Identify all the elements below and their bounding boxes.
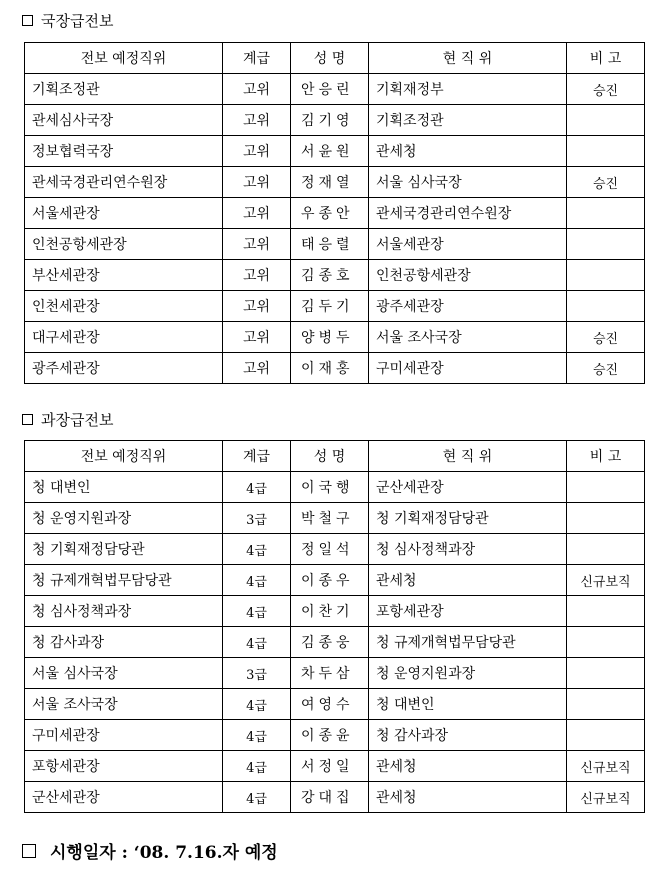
- cell-note: 승진: [567, 167, 645, 198]
- table-row: [25, 260, 645, 291]
- cell-rank: 4급: [223, 782, 291, 813]
- cell-rank: 4급: [223, 565, 291, 596]
- table-row: [25, 291, 645, 322]
- cell-note: [567, 534, 645, 565]
- cell-rank: 4급: [223, 596, 291, 627]
- table-header-row: [25, 43, 645, 74]
- cell-current-post: 청 기획재정담당관: [369, 503, 567, 534]
- header-name: 성 명: [291, 441, 369, 472]
- section-title-director-transfer: [22, 10, 113, 31]
- table-row: [25, 322, 645, 353]
- cell-position: 군산세관장: [25, 782, 223, 813]
- director-transfer-table: [24, 42, 645, 384]
- checkbox-square-icon: [22, 15, 33, 26]
- cell-note: 승진: [567, 353, 645, 384]
- table-row: [25, 503, 645, 534]
- cell-rank: 4급: [223, 689, 291, 720]
- table-row: [25, 627, 645, 658]
- cell-rank: 고위: [223, 74, 291, 105]
- cell-name: 안응린: [291, 74, 369, 105]
- cell-current-post: 광주세관장: [369, 291, 567, 322]
- cell-note: 승진: [567, 74, 645, 105]
- cell-current-post: 서울세관장: [369, 229, 567, 260]
- table-header-row: [25, 441, 645, 472]
- table-row: [25, 74, 645, 105]
- cell-current-post: 청 규제개혁법무담당관: [369, 627, 567, 658]
- cell-note: 승진: [567, 322, 645, 353]
- cell-position: 서울세관장: [25, 198, 223, 229]
- header-name: 성 명: [291, 43, 369, 74]
- cell-note: [567, 291, 645, 322]
- cell-current-post: 청 운영지원과장: [369, 658, 567, 689]
- section-title-manager-transfer: [22, 409, 113, 430]
- cell-current-post: 관세청: [369, 751, 567, 782]
- cell-name: 이종우: [291, 565, 369, 596]
- table-row: [25, 353, 645, 384]
- cell-name: 김종웅: [291, 627, 369, 658]
- cell-note: [567, 596, 645, 627]
- table-row: [25, 229, 645, 260]
- cell-position: 정보협력국장: [25, 136, 223, 167]
- cell-note: [567, 260, 645, 291]
- header-position: 전보 예정직위: [25, 43, 223, 74]
- cell-note: [567, 472, 645, 503]
- cell-position: 청 감사과장: [25, 627, 223, 658]
- cell-rank: 고위: [223, 353, 291, 384]
- cell-rank: 4급: [223, 751, 291, 782]
- cell-note: [567, 658, 645, 689]
- cell-rank: 4급: [223, 534, 291, 565]
- cell-name: 이찬기: [291, 596, 369, 627]
- cell-rank: 3급: [223, 503, 291, 534]
- section-title-text: 국장급전보: [41, 12, 114, 30]
- header-rank: 계급: [223, 43, 291, 74]
- cell-rank: 고위: [223, 167, 291, 198]
- cell-position: 서울 심사국장: [25, 658, 223, 689]
- table-row: [25, 658, 645, 689]
- cell-current-post: 인천공항세관장: [369, 260, 567, 291]
- cell-position: 관세심사국장: [25, 105, 223, 136]
- table-row: [25, 136, 645, 167]
- cell-position: 대구세관장: [25, 322, 223, 353]
- cell-name: 서정일: [291, 751, 369, 782]
- manager-transfer-table: [24, 440, 645, 813]
- cell-rank: 4급: [223, 472, 291, 503]
- cell-name: 이국행: [291, 472, 369, 503]
- cell-current-post: 기획조정관: [369, 105, 567, 136]
- cell-name: 김두기: [291, 291, 369, 322]
- cell-name: 정일석: [291, 534, 369, 565]
- cell-note: [567, 198, 645, 229]
- cell-position: 서울 조사국장: [25, 689, 223, 720]
- cell-rank: 고위: [223, 229, 291, 260]
- cell-current-post: 청 대변인: [369, 689, 567, 720]
- header-note: 비 고: [567, 43, 645, 74]
- cell-note: [567, 627, 645, 658]
- cell-name: 여영수: [291, 689, 369, 720]
- header-rank: 계급: [223, 441, 291, 472]
- table-row: [25, 105, 645, 136]
- cell-current-post: 기획재정부: [369, 74, 567, 105]
- cell-current-post: 청 감사과장: [369, 720, 567, 751]
- cell-position: 관세국경관리연수원장: [25, 167, 223, 198]
- cell-position: 광주세관장: [25, 353, 223, 384]
- cell-rank: 고위: [223, 105, 291, 136]
- section-title-text: 과장급전보: [41, 411, 114, 429]
- cell-name: 우종안: [291, 198, 369, 229]
- table-row: [25, 534, 645, 565]
- table-row: [25, 565, 645, 596]
- cell-note: [567, 105, 645, 136]
- cell-position: 인천공항세관장: [25, 229, 223, 260]
- table-row: [25, 167, 645, 198]
- cell-rank: 고위: [223, 260, 291, 291]
- cell-position: 청 심사정책과장: [25, 596, 223, 627]
- table-row: [25, 751, 645, 782]
- cell-rank: 4급: [223, 720, 291, 751]
- cell-rank: 3급: [223, 658, 291, 689]
- table-row: [25, 689, 645, 720]
- cell-note: [567, 689, 645, 720]
- cell-name: 양병두: [291, 322, 369, 353]
- cell-position: 청 대변인: [25, 472, 223, 503]
- cell-position: 청 규제개혁법무담당관: [25, 565, 223, 596]
- cell-name: 차두삼: [291, 658, 369, 689]
- table-row: [25, 596, 645, 627]
- cell-name: 태응렬: [291, 229, 369, 260]
- cell-note: 신규보직: [567, 565, 645, 596]
- cell-name: 김기영: [291, 105, 369, 136]
- cell-rank: 고위: [223, 198, 291, 229]
- cell-rank: 고위: [223, 291, 291, 322]
- header-current-post: 현 직 위: [369, 441, 567, 472]
- cell-position: 부산세관장: [25, 260, 223, 291]
- table-row: [25, 198, 645, 229]
- cell-position: 기획조정관: [25, 74, 223, 105]
- cell-rank: 고위: [223, 322, 291, 353]
- cell-note: [567, 229, 645, 260]
- cell-current-post: 청 심사정책과장: [369, 534, 567, 565]
- cell-position: 청 기획재정담당관: [25, 534, 223, 565]
- header-position: 전보 예정직위: [25, 441, 223, 472]
- cell-note: [567, 503, 645, 534]
- cell-current-post: 군산세관장: [369, 472, 567, 503]
- table-row: [25, 472, 645, 503]
- cell-name: 강대집: [291, 782, 369, 813]
- cell-name: 이종윤: [291, 720, 369, 751]
- cell-rank: 고위: [223, 136, 291, 167]
- cell-note: 신규보직: [567, 782, 645, 813]
- cell-rank: 4급: [223, 627, 291, 658]
- cell-position: 인천세관장: [25, 291, 223, 322]
- effective-date-text: 시행일자 : ‘08. 7.16.자 예정: [50, 843, 278, 863]
- table-row: [25, 720, 645, 751]
- cell-current-post: 구미세관장: [369, 353, 567, 384]
- cell-name: 이재홍: [291, 353, 369, 384]
- cell-current-post: 서울 조사국장: [369, 322, 567, 353]
- cell-current-post: 포항세관장: [369, 596, 567, 627]
- cell-note: 신규보직: [567, 751, 645, 782]
- header-current-post: 현 직 위: [369, 43, 567, 74]
- cell-name: 정재열: [291, 167, 369, 198]
- header-note: 비 고: [567, 441, 645, 472]
- checkbox-square-icon: [22, 414, 33, 425]
- cell-position: 청 운영지원과장: [25, 503, 223, 534]
- cell-name: 서윤원: [291, 136, 369, 167]
- cell-current-post: 서울 심사국장: [369, 167, 567, 198]
- cell-current-post: 관세청: [369, 782, 567, 813]
- cell-name: 김종호: [291, 260, 369, 291]
- cell-current-post: 관세청: [369, 136, 567, 167]
- cell-position: 구미세관장: [25, 720, 223, 751]
- cell-position: 포항세관장: [25, 751, 223, 782]
- cell-current-post: 관세청: [369, 565, 567, 596]
- effective-date-footer: [22, 838, 278, 863]
- cell-name: 박철구: [291, 503, 369, 534]
- cell-note: [567, 136, 645, 167]
- cell-current-post: 관세국경관리연수원장: [369, 198, 567, 229]
- checkbox-square-icon: [22, 844, 36, 858]
- cell-note: [567, 720, 645, 751]
- table-row: [25, 782, 645, 813]
